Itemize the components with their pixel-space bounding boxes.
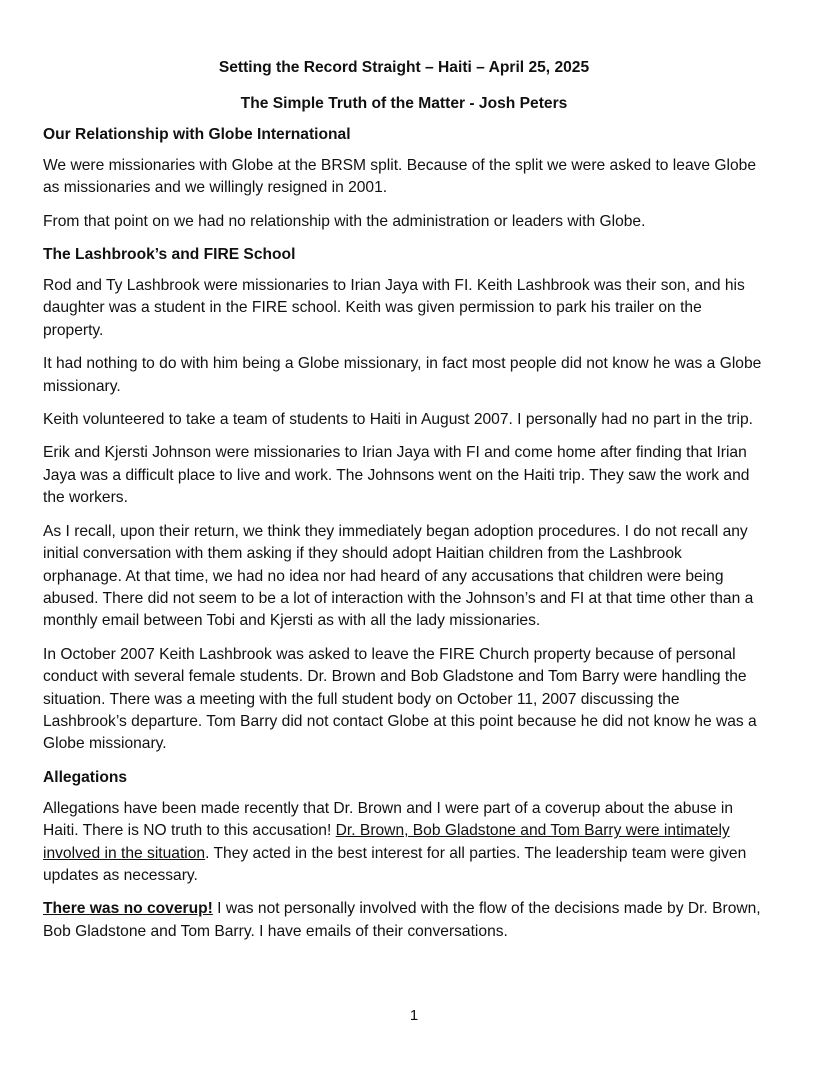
section-heading-allegations: Allegations	[43, 768, 128, 786]
allegations-text-rest: I was not personally involved with the flow of the decisions made by Dr. Brown, Bob Gladstone and Tom Barry. I have emails of their conversations.	[43, 900, 761, 940]
section-heading-globe: Our Relationship with Globe International	[43, 125, 351, 143]
paragraph-lashbrook-6: In October 2007 Keith Lashbrook was asked to leave the FIRE Church property because of personal conduct with several female students. Dr. Brown and Bob Gladstone and Tom Barry were handling the situation. There was a meeting with the full student body on October 11, 2007 discussing the Lashbrook’s departure. Tom Barry did not contact Globe at this point because he did not know he was a Globe missionary.	[43, 645, 757, 753]
document-body	[43, 57, 765, 954]
allegations-underlined-text: Dr. Brown, Bob Gladstone and Tom Barry were intimately involved in the situation	[43, 822, 730, 862]
section-heading-lashbrook: The Lashbrook’s and FIRE School	[43, 246, 296, 264]
paragraph-lashbrook-5: As I recall, upon their return, we think they immediately began adoption procedures. I do not recall any initial conversation with them asking if they should adopt Haitian children from the Lashbrook orphanage. At that time, we had no idea nor had heard of any accusations that children were being abused. There did not seem to be a lot of interaction with the Johnson’s and FI at that time other than a monthly email between Tobi and Kjersti as with all the lady missionaries.	[43, 522, 754, 630]
allegations-text-end: . They acted in the best interest for all parties. The leadership team were given updates as necessary.	[43, 844, 747, 884]
paragraph-allegations-1	[43, 798, 765, 888]
no-coverup-emphasis: There was no coverup!	[43, 900, 213, 918]
allegations-text-start: Allegations have been made recently that Dr. Brown and I were part of a coverup about the abuse in Haiti. There is NO truth to this accusation!	[43, 799, 734, 840]
paragraph-globe-1: We were missionaries with Globe at the BRSM split. Because of the split we were asked to leave Globe as missionaries and we willingly resigned in 2001.	[43, 156, 757, 197]
paragraph-globe-2: From that point on we had no relationship with the administration or leaders with Globe.	[43, 212, 646, 230]
paragraph-lashbrook-1: Rod and Ty Lashbrook were missionaries to Irian Jaya with FI. Keith Lashbrook was their son, and his daughter was a student in the FIRE school. Keith was given permission to park his trailer on the property.	[43, 277, 745, 339]
paragraph-allegations-2	[43, 898, 765, 943]
page-number: 1	[409, 1007, 419, 1024]
document-title: Setting the Record Straight – Haiti – April 25, 2025	[218, 59, 590, 76]
document-subtitle: The Simple Truth of the Matter - Josh Peters	[240, 95, 568, 113]
paragraph-lashbrook-4: Erik and Kjersti Johnson were missionaries to Irian Jaya with FI and come home after finding that Irian Jaya was a difficult place to live and work. The Johnsons went on the Haiti trip. They saw the work and the workers.	[43, 444, 750, 507]
paragraph-lashbrook-3: Keith volunteered to take a team of students to Haiti in August 2007. I personally had no part in the trip.	[43, 411, 753, 429]
paragraph-lashbrook-2: It had nothing to do with him being a Globe missionary, in fact most people did not know he was a Globe missionary.	[43, 355, 762, 395]
